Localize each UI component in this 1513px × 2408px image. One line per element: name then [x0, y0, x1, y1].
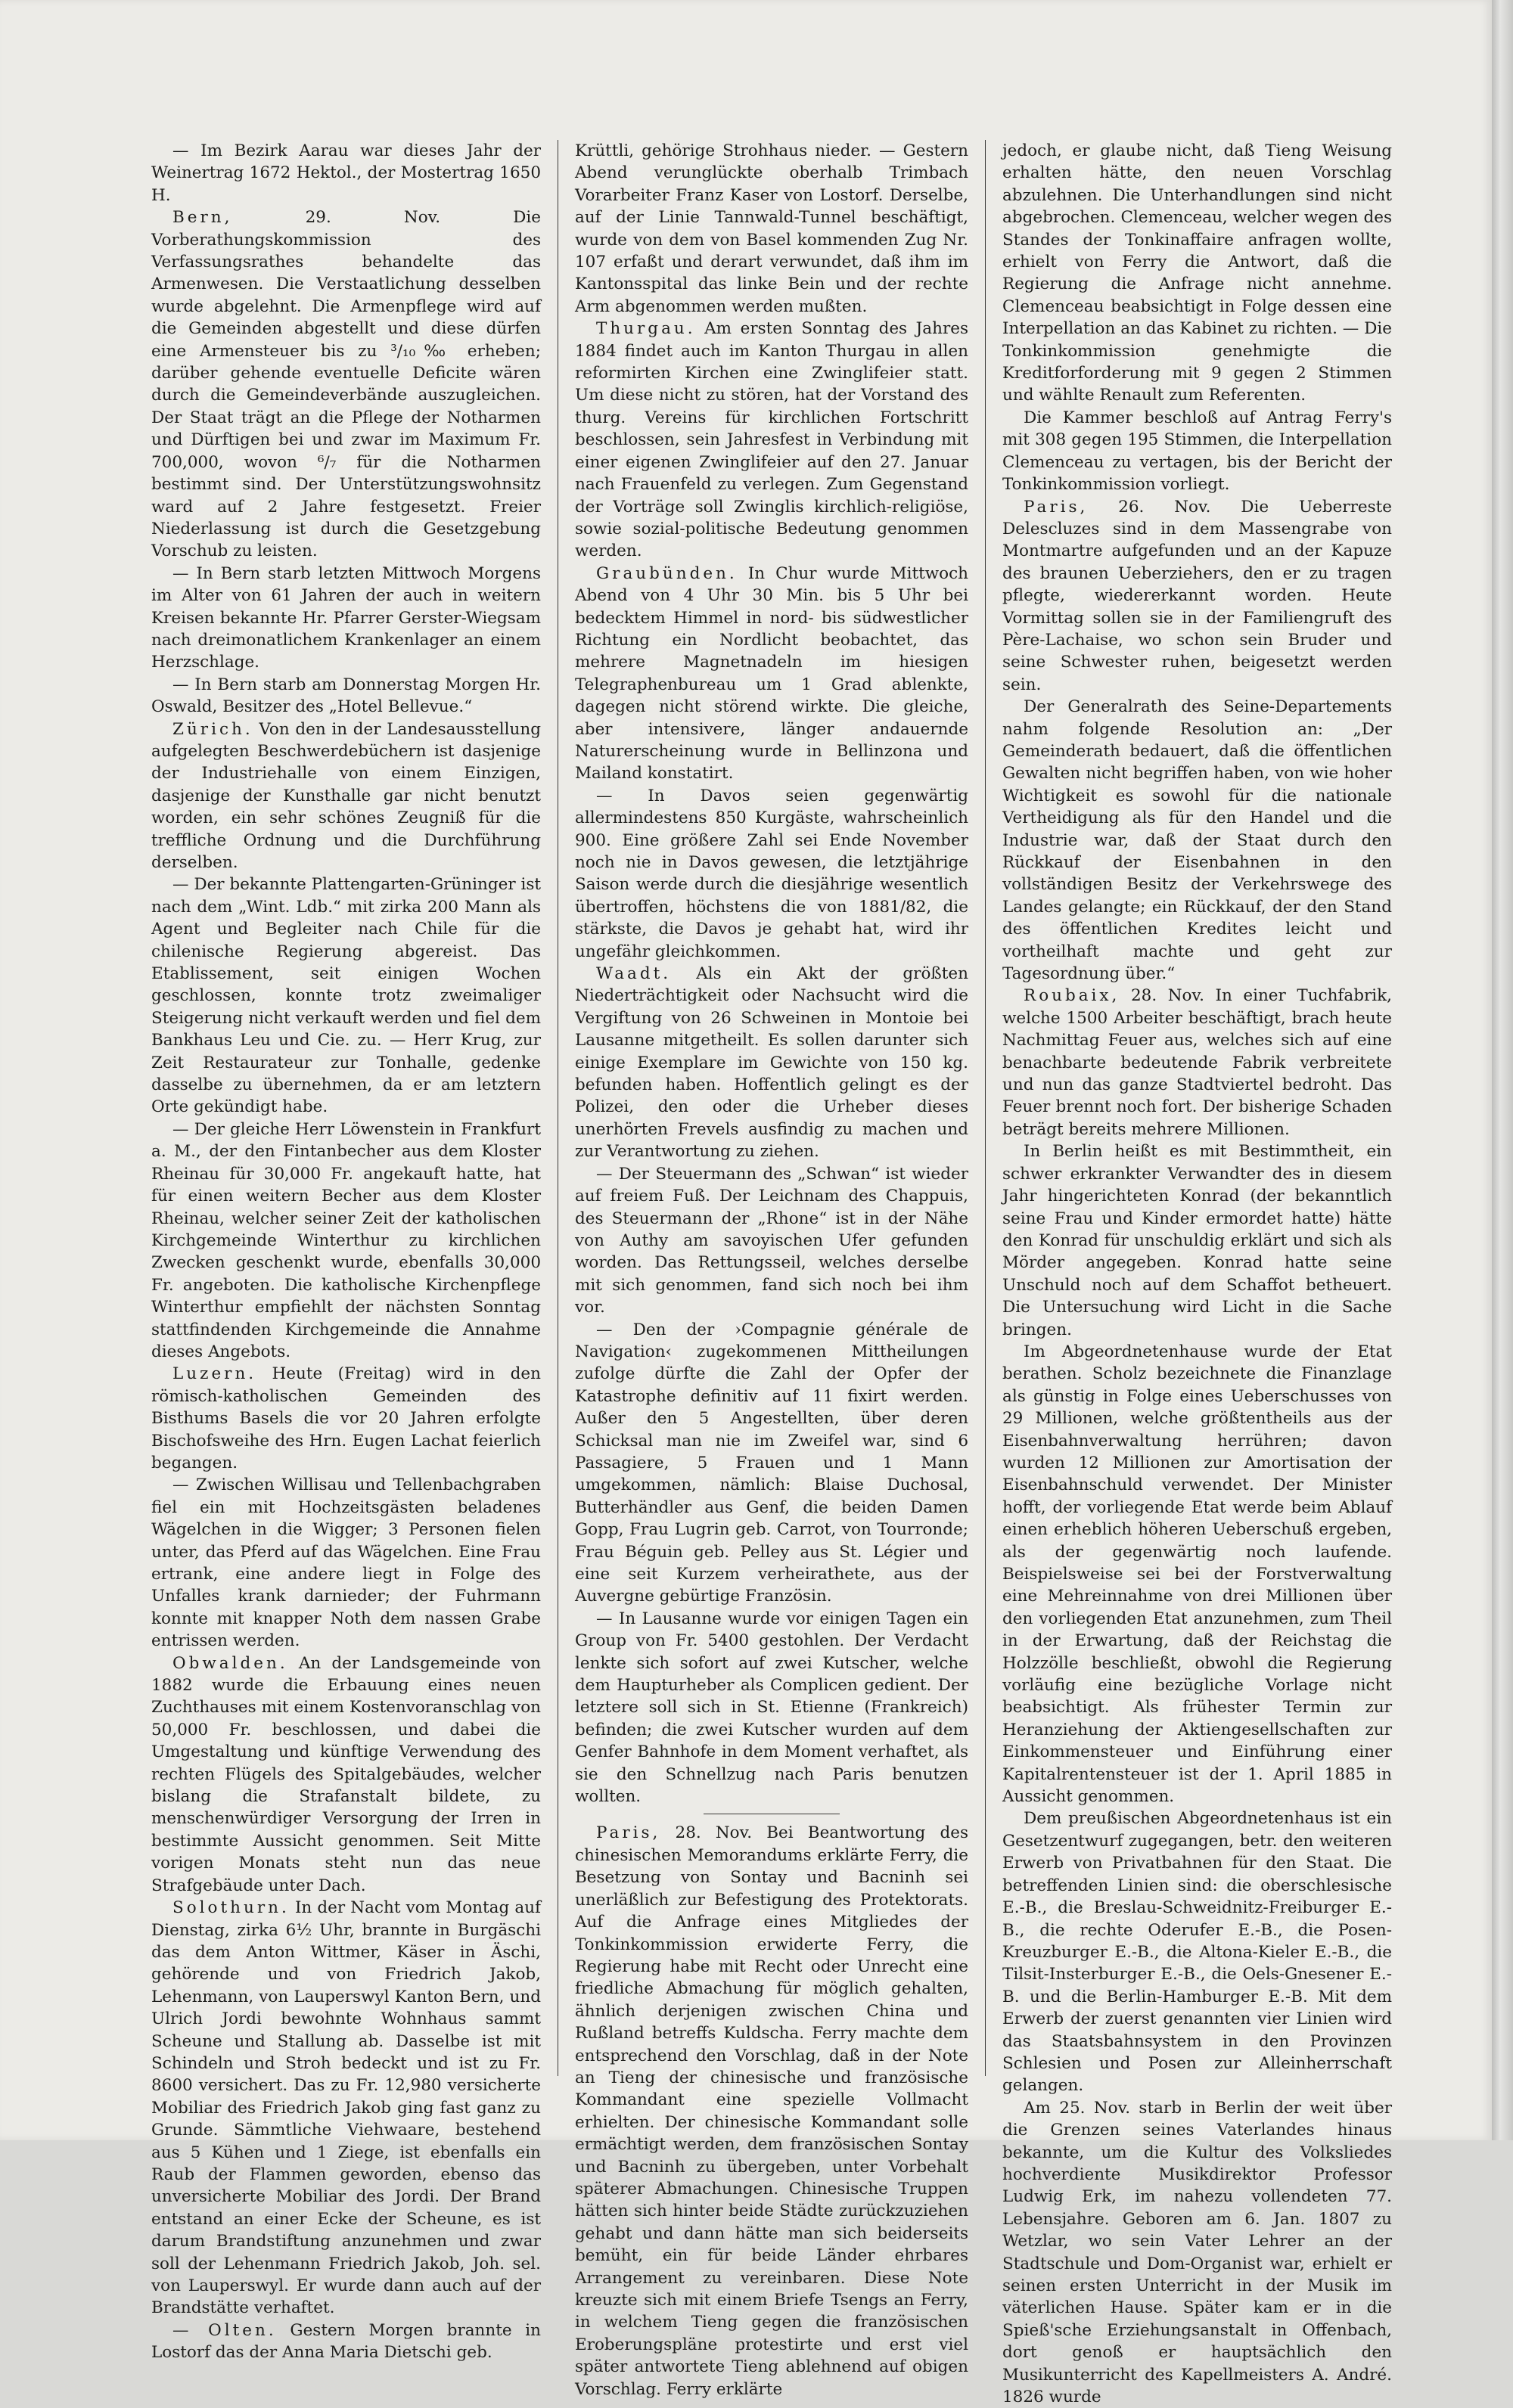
news-paragraph	[151, 140, 541, 206]
paragraph-text: Der Generalrath des Seine-Departements nahm folgende Resolution an: „Der Gemeinderath bedauert, daß die öffentlichen Gewalten nicht begriffen haben, von wie hoher Wichtigkeit es sowohl für die nationale Vertheidigung als für den Handel und die Industrie war, daß der Staat durch den Rückkauf der Eisenbahnen in den vollständigen Besitz der Verkehrswege des Landes gelangte; ein Rückkauf, der den Stand des öffentlichen Kredites leicht und vortheilhaft machte und geht zur Tagesordnung über.“	[1002, 697, 1392, 984]
news-paragraph	[151, 874, 541, 1118]
news-paragraph	[151, 1119, 541, 1363]
paragraph-text: — In Davos seien gegenwärtig allermindestens 850 Kurgäste, wahrscheinlich 900. Eine größere Zahl sei Ende November noch nie in Davos gewesen, die letztjährige Saison werde durch die diesjährige wesentlich übertroffen, höchstens die von 1881/82, die stärkste, die Davos je gehabt hat, wird ihr ungefähr gleichkommen.	[575, 786, 968, 961]
spacer	[671, 964, 696, 983]
news-paragraph	[575, 963, 968, 1163]
spacer	[1088, 498, 1118, 517]
news-paragraph	[575, 1163, 968, 1319]
news-paragraph	[151, 2320, 541, 2364]
paragraph-text: Gestern Morgen brannte in Lostorf das der Anna Maria Dietschi geb.	[151, 2320, 541, 2363]
news-paragraph	[151, 563, 541, 674]
news-paragraph	[1002, 1140, 1392, 1341]
news-paragraph	[575, 1608, 968, 1808]
paragraph-text: — In Bern starb letzten Mittwoch Morgens im Alter von 61 Jahren der auch in weitern Kreisen bekannte Hr. Pfarrer Gerster-Wiegsam nach dreimonatlichem Krankenlager an einem Herzschlage.	[151, 563, 541, 672]
news-paragraph	[575, 140, 968, 318]
paragraph-text: Als ein Akt der größten Niederträchtigkeit oder Nachsucht wird die Vergiftung von 26 Schweinen in Montoie bei Lausanne mitgetheilt. Es sollen darunter sich einige Exemplare im Gewichte von 150 kg. befunden haben. Hoffentlich gelingt es der Polizei, den oder die Urheber dieses unerhörten Frevels ausfindig zu machen und zur Verantwortung zu ziehen.	[575, 964, 968, 1162]
page-body	[151, 140, 1392, 2407]
column-1	[151, 140, 541, 2363]
news-paragraph	[575, 563, 968, 785]
paragraph-text: In Chur wurde Mittwoch Abend von 4 Uhr 30 Min. bis 5 Uhr bei bedecktem Himmel in nord- bis südwestlicher Richtung ein Nordlicht beobachtet, das mehrere Magnetnadeln im hiesigen Telegraphenbureau um 1 Grad ablenkte, dagegen nicht störend wirkte. Die gleiche, aber intensivere, länger andauernde Naturerscheinung wurde in Bellinzona und Mailand konstatirt.	[575, 563, 968, 784]
paragraph-text: 29. Nov. Die Vorberathungskommission des Verfassungsrathes behandelte das Armenwesen. Die Verstaatlichung desselben wurde abgelehnt. Die Armenpflege wird auf die Gemeinden abgestellt und diese dürfen eine Armensteuer bis zu ³/₁₀‰ erheben; darüber gehende eventuelle Deficite wären durch die Gemeindeverbände auszugleichen. Der Staat trägt an die Pflege der Notharmen und Dürftigen bei und zwar im Maximum Fr. 700,000, wovon ⁶/₇ für die Notharmen bestimmt sind. Der Unterstützungswohnsitz ward auf 2 Jahre festgesetzt. Freier Niederlassung ist durch die Gesetzgebung Vorschub zu leisten.	[151, 208, 541, 561]
paragraph-text: — Der gleiche Herr Löwenstein in Frankfurt a. M., der den Fintanbecher aus dem Kloster Rheinau für 30,000 Fr. angekauft hatte, hat für einen weitern Becher aus dem Kloster Rheinau, welcher seiner Zeit der katholischen Kirchgemeinde Winterthur zu kirchlichen Zwecken geschenkt wurde, ebenfalls 30,000 Fr. angeboten. Die katholische Kirchenpflege Winterthur empfiehlt der nächsten Sonntag stattfindenden Kirchgemeinde die Annahme dieses Angebots.	[151, 1119, 541, 1361]
paragraph-text: 28. Nov. In einer Tuchfabrik, welche 1500 Arbeiter beschäftigt, brach heute Nachmittag Feuer aus, welches sich auf eine benachbarte bedeutende Fabrik verbreitete und nun das ganze Stadtviertel bedroht. Das Feuer brennt noch fort. Der bisherige Schaden beträgt bereits mehrere Millionen.	[1002, 986, 1392, 1139]
paragraph-text: — Der Steuermann des „Schwan“ ist wieder auf freiem Fuß. Der Leichnam des Chappuis, des Steuermann der „Rhone“ ist in der Nähe von Authy am savoyischen Ufer gefunden worden. Das Rettungsseil, welches derselbe mit sich genommen, fand sich noch bei ihm vor.	[575, 1164, 968, 1317]
spacer	[277, 2321, 290, 2340]
dateline: Obwalden.	[172, 1653, 288, 1673]
paragraph-text: Die Kammer beschloß auf Antrag Ferry's mit 308 gegen 195 Stimmen, die Interpellation Clemenceau zu vertagen, bis der Bericht der Tonkinkommission vorliegt.	[1002, 408, 1392, 495]
dateline: — Olten.	[172, 2320, 277, 2340]
paragraph-text: — Im Bezirk Aarau war dieses Jahr der Weinertrag 1672 Hektol., der Mostertrag 1650 H.	[151, 141, 541, 205]
paragraph-text: Von den in der Landesausstellung aufgelegten Beschwerdebüchern ist dasjenige der Industriehalle von einem Einzigen, dasjenige der Kunsthalle gar nicht benutzt worden, ein sehr schönes Zeugniß für die treffliche Ordnung und die Durchführung derselben.	[151, 719, 541, 872]
news-paragraph	[575, 1319, 968, 1608]
paragraph-text: Heute (Freitag) wird in den römisch-katholischen Gemeinden des Bisthums Basels die vor 20 Jahren erfolgte Bischofsweihe des Hrn. Eugen Lachat feierlich begangen.	[151, 1364, 541, 1472]
dateline: Zürich.	[172, 719, 253, 739]
dateline: Waadt.	[596, 964, 672, 984]
spacer	[660, 1823, 675, 1842]
dateline: Bern,	[172, 208, 233, 228]
news-paragraph	[1002, 140, 1392, 407]
page-edge	[1492, 0, 1513, 2140]
news-paragraph	[575, 785, 968, 963]
paragraph-text: Im Abgeordnetenhause wurde der Etat berathen. Scholz bezeichnete die Finanzlage als günstig in Folge eines Ueberschusses von 29 Millionen, welche größtentheils aus der Eisenbahnverwaltung herrühren; davon wurden 12 Millionen zur Amortisation der Eisenbahnschuld verwendet. Der Minister hofft, der vorliegende Etat werde beim Ablauf einen erheblich höheren Ueberschuß ergeben, als der gegenwärtig noch laufende. Beispielsweise sei bei der Forstverwaltung eine Mehreinnahme von drei Millionen über den vorliegenden Etat anzunehmen, zum Theil in der Erwartung, daß der Reichstag die Holzzölle beschließt, obwohl die Regierung vorläufig eine bezügliche Vorlage nicht beabsichtigt. Als frühester Termin zur Heranziehung der Aktiengesellschaften zur Einkommensteuer und Einführung einer Kapitalrentensteuer ist der 1. April 1885 in Aussicht genommen.	[1002, 1342, 1392, 1807]
spacer	[290, 1898, 295, 1917]
news-paragraph	[1002, 1808, 1392, 2096]
paragraph-text: — In Lausanne wurde vor einigen Tagen ein Group von Fr. 5400 gestohlen. Der Verdacht lenkte sich sofort auf zwei Kutscher, welche dem Haupturheber als Complicen gedient. Der letztere soll sich in St. Etienne (Frankreich) befinden; die zwei Kutscher wurden auf dem Genfer Bahnhofe in dem Moment verhaftet, als sie den Schnellzug nach Paris benutzen wollten.	[575, 1609, 968, 1807]
news-paragraph	[575, 318, 968, 562]
news-paragraph	[575, 1822, 968, 2400]
paragraph-text: Am 25. Nov. starb in Berlin der weit über die Grenzen seines Vaterlandes hinaus bekannte, um die Kultur des Volksliedes hochverdiente Musikdirektor Professor Ludwig Erk, im nahezu vollendeten 77. Lebensjahre. Geboren am 6. Jan. 1807 zu Wetzlar, wo sein Vater Lehrer an der Stadtschule und Dom-Organist war, erhielt er seinen ersten Unterricht in der Musik im väterlichen Hause. Später kam er in die Spieß'sche Erziehungsanstalt in Offenbach, dort genoß er hauptsächlich den Musikunterricht des Kapellmeisters A. André. 1826 wurde	[1002, 2098, 1392, 2407]
dateline: Paris,	[596, 1823, 661, 1843]
dateline: Roubaix,	[1024, 986, 1120, 1006]
paragraph-text: 26. Nov. Die Ueberreste Delescluzes sind in dem Massengrabe von Montmartre aufgefunden und an der Kapuze des braunen Ueberziehers, den er zu tragen pflegte, wiedererkannt worden. Heute Vormittag sollen sie in der Familiengruft des Père-Lachaise, wo schon sein Bruder und seine Schwester ruhen, beigesetzt werden sein.	[1002, 497, 1392, 694]
spacer	[738, 564, 748, 583]
news-paragraph	[1002, 696, 1392, 985]
paragraph-text: Am ersten Sonntag des Jahres 1884 findet auch im Kanton Thurgau in allen reformirten Kirchen eine Zwinglifeier statt. Um diese nicht zu stören, hat der Vorstand des thurg. Vereins für kirchlichen Fortschritt beschlossen, sein Jahresfest in Verbindung mit einer eigenen Zwinglifeier auf den 27. Januar nach Frauenfeld zu verlegen. Zum Gegenstand der Vorträge soll Zwinglis kirchlich-religiöse, sowie sozial-politische Bedeutung genommen werden.	[575, 319, 968, 561]
paragraph-text: In Berlin heißt es mit Bestimmtheit, ein schwer erkrankter Verwandter des in diesem Jahr hingerichteten Konrad (der bekanntlich seine Frau und Kinder ermordet hatte) hätte den Konrad für unschuldig erklärt und sich als Mörder angegeben. Konrad hatte seine Unschuld noch auf dem Schaffot betheuert. Die Untersuchung wird Licht in die Sache bringen.	[1002, 1142, 1392, 1339]
paragraph-text: An der Landsgemeinde von 1882 wurde die Erbauung eines neuen Zuchthauses mit einem Kostenvoranschlag von 50,000 Fr. beschlossen, und dabei die Umgestaltung und künftige Verwendung des rechten Flügels des Spitalgebäudes, welcher bislang die Strafanstalt bildete, zu menschenwürdiger Versorgung der Irren in bestimmte Aussicht genommen. Seit Mitte vorigen Monats steht nun das neue Strafgebäude unter Dach.	[151, 1653, 541, 1895]
dateline: Luzern.	[172, 1364, 257, 1384]
news-paragraph	[1002, 985, 1392, 1140]
spacer	[232, 208, 305, 227]
paragraph-text: In der Nacht vom Montag auf Dienstag, zirka 6½ Uhr, brannte in Burgäschi das dem Anton Wittmer, Käser in Äschi, gehörende und von Friedrich Jakob, Lehenmann, von Lauperswyl Kanton Bern, und Ulrich Jordi bewohnte Wohnhaus sammt Scheune und Stallung ab. Dasselbe ist mit Schindeln und Stroh bedeckt und ist zu Fr. 8600 versichert. Das zu Fr. 12,980 versicherte Mobiliar des Friedrich Jakob ging fast ganz zu Grunde. Sämmtliche Viehwaare, bestehend aus 5 Kühen und 1 Ziege, ist ebenfalls ein Raub der Flammen geworden, ebenso das unversicherte Mobiliar des Jordi. Der Brand entstand an einer Ecke der Scheune, es ist darum Brandstiftung anzunehmen und zwar soll der Lehenmann Friedrich Jakob, Joh. sel. von Lauperswyl. Er wurde dann auch auf der Brandstätte verhaftet.	[151, 1898, 541, 2318]
news-paragraph	[1002, 2097, 1392, 2408]
paragraph-text: — In Bern starb am Donnerstag Morgen Hr. Oswald, Besitzer des „Hotel Bellevue.“	[151, 675, 541, 717]
news-paragraph	[151, 1897, 541, 2320]
dateline: Solothurn.	[172, 1898, 290, 1918]
spacer	[1120, 986, 1131, 1005]
paragraph-text: Krüttli, gehörige Strohhaus nieder. — Gestern Abend verunglückte oberhalb Trimbach Vorarbeiter Franz Kaser von Lostorf. Derselbe, auf der Linie Tannwald-Tunnel beschäftigt, wurde von dem von Basel kommenden Zug Nr. 107 erfaßt und derart verwundet, daß ihm im Kantonsspital das linke Bein und der rechte Arm abgenommen werden mußten.	[575, 141, 968, 316]
paragraph-text: Dem preußischen Abgeordnetenhaus ist ein Gesetzentwurf zugegangen, betr. den weiteren Erwerb von Privatbahnen für den Staat. Die betreffenden Linien sind: die oberschlesische E.-B., die Breslau-Schweidnitz-Freiburger E.-B., die rechte Oderufer E.-B., die Posen-Kreuzburger E.-B., die Altona-Kieler E.-B., die Tilsit-Insterburger E.-B., die Oels-Gnesener E.-B. und die Berlin-Hamburger E.-B. Mit dem Erwerb der zuerst genannten vier Linien wird das Staatsbahnsystem in den Provinzen Schlesien und Posen zur Alleinherrschaft gelangen.	[1002, 1809, 1392, 2096]
paragraph-text: — Der bekannte Plattengarten-Grüninger ist nach dem „Wint. Ldb.“ mit zirka 200 Mann als Agent und Begleiter nach Chile für die chilenische Regierung abgereist. Das Etablissement, seit einigen Wochen geschlossen, konnte trotz zweimaliger Steigerung nicht verkauft werden und fiel dem Bankhaus Leu und Cie. zu. — Herr Krug, zur Zeit Restaurateur zur Tonhalle, gedenke dasselbe zu übernehmen, da er am letztern Orte gekündigt habe.	[151, 875, 541, 1117]
paragraph-text: jedoch, er glaube nicht, daß Tieng Weisung erhalten hätte, den neuen Vorschlag abzulehnen. Die Unterhandlungen sind nicht abgebrochen. Clemenceau, welcher wegen des Standes der Tonkinaffaire anfragen wollte, erhielt von Ferry die Antwort, daß die Regierung die Anfrage nicht annehme. Clemenceau beabsichtigt in Folge dessen eine Interpellation an das Kabinet zu richten. — Die Tonkinkommission genehmigte die Kreditforforderung mit 9 gegen 2 Stimmen und wählte Renault zum Referenten.	[1002, 141, 1392, 405]
news-paragraph	[151, 1652, 541, 1897]
paragraph-text: — Den der ›Compagnie générale de Navigation‹ zugekommenen Mittheilungen zufolge dürfte die Zahl der Opfer der Katastrophe definitiv auf 11 fixirt werden. Außer den 5 Angestellten, über deren Schicksal man nie im Zweifel war, sind 6 Passagiere, 5 Frauen und 1 Mann umgekommen, nämlich: Blaise Duchosal, Butterhändler aus Genf, die beiden Damen Gopp, Frau Lugrin geb. Carrot, von Tourronde; Frau Béguin geb. Pelley aus St. Légier und eine seit Kurzem verheirathete, aus der Auvergne gebürtige Französin.	[575, 1320, 968, 1606]
spacer	[288, 1654, 299, 1673]
news-paragraph	[151, 674, 541, 718]
spacer	[696, 319, 705, 338]
column-2	[575, 140, 968, 2399]
dateline: Thurgau.	[596, 319, 696, 339]
dateline: Paris,	[1024, 497, 1089, 517]
dateline: Graubünden.	[596, 563, 738, 583]
news-paragraph	[1002, 496, 1392, 697]
news-paragraph	[151, 1474, 541, 1652]
spacer	[256, 1364, 272, 1383]
column-rule	[985, 140, 986, 2076]
paragraph-text: — Zwischen Willisau und Tellenbachgraben fiel ein mit Hochzeitsgästen beladenes Wägelchen in die Wigger; 3 Personen fielen unter, das Pferd auf das Wägelchen. Eine Frau ertrank, eine andere liegt in Folge des Unfalles krank darnieder; der Fuhrmann konnte mit knapper Noth dem nassen Grabe entrissen werden.	[151, 1476, 541, 1651]
paragraph-text: 28. Nov. Bei Beantwortung des chinesischen Memorandums erklärte Ferry, die Besetzung von Sontay und Bacninh sei unerläßlich zur Befestigung des Protektorats. Auf die Anfrage eines Mitgliedes der Tonkinkommission erwiderte Ferry, die Regierung habe mit Recht oder Unrecht eine friedliche Abmachung für möglich gehalten, ähnlich derjenigen zwischen China und Rußland betreffs Kuldscha. Ferry machte dem entsprechend den Vorschlag, daß in der Note an Tieng der chinesische und französische Kommandant eine spezielle Vollmacht erhielten. Der chinesische Kommandant solle ermächtigt werden, dem französischen Sontay und Bacninh zu übergeben, unter Vorbehalt späterer Abmachungen. Chinesische Truppen hätten sich hinter beide Städte zurückzuziehen gehabt und dann hätte man sich beiderseits bemüht, ein für beide Länder ehrbares Arrangement zu vereinbaren. Diese Note kreuzte sich mit einem Briefe Tsengs an Ferry, in welchem Tieng gegen die französischen Eroberungspläne protestirte und erst viel später antwortete Tieng ablehnend auf obigen Vorschlag. Ferry erklärte	[575, 1823, 968, 2399]
column-3	[1002, 140, 1392, 2407]
news-paragraph	[1002, 407, 1392, 496]
news-paragraph	[151, 206, 541, 563]
news-paragraph	[151, 718, 541, 874]
news-paragraph	[1002, 1341, 1392, 1808]
news-paragraph	[151, 1363, 541, 1474]
